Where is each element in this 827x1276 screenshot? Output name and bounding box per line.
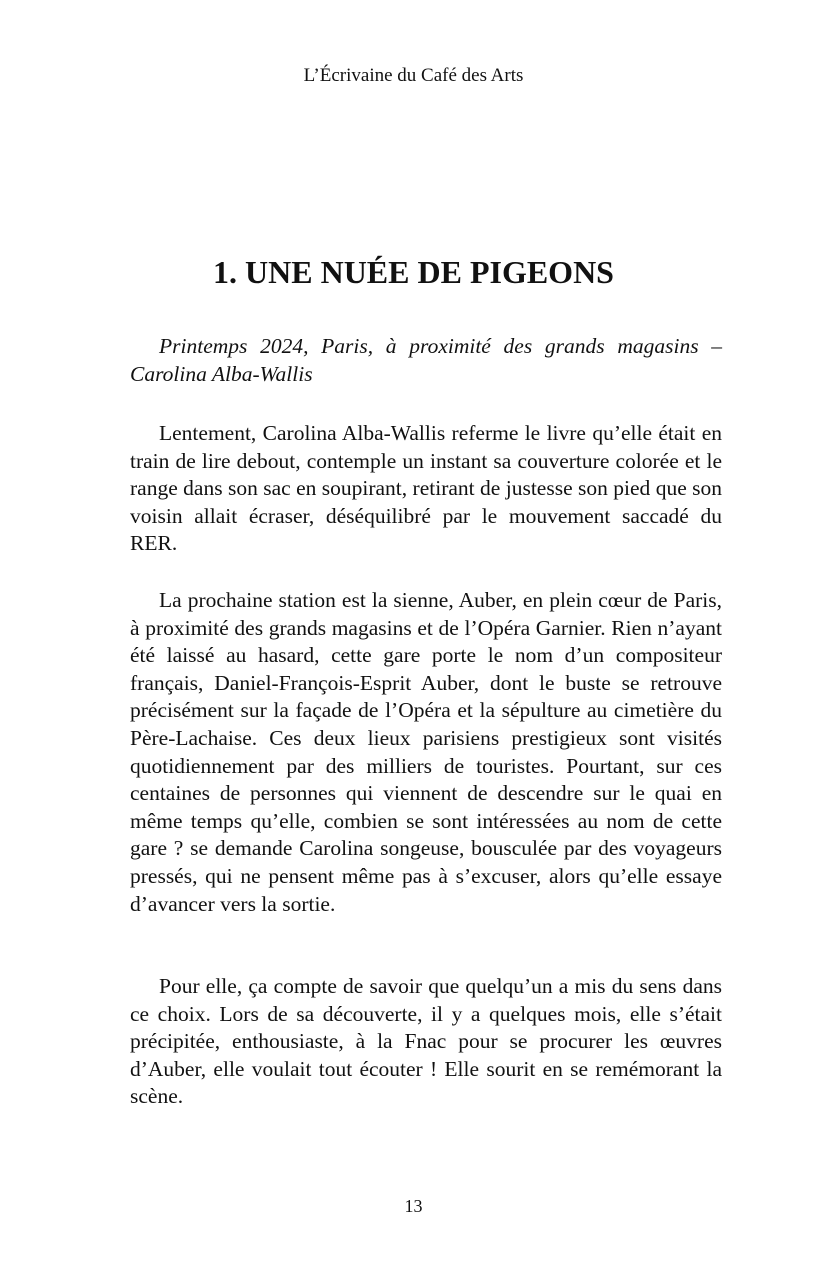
body-paragraph-2: La prochaine station est la sienne, Auber, en plein cœur de Paris, à proximité des grands magasins et de l’Opéra Garnier. Rien n’ayant été laissé au hasard, cette gare porte le nom d’un compositeur français, Daniel-François-Esprit Auber, dont le buste se retrouve précisément sur la façade de l’Opéra et la sépulture au cimetière du Père-Lachaise. Ces deux lieux parisiens prestigieux sont visités quotidiennement par des milliers de touristes. Pourtant, sur ces centaines de personnes qui viennent de descendre sur le quai en même temps qu’elle, combien se sont intéressées au nom de cette gare ? se demande Carolina songeuse, bousculée par des voyageurs pressés, qui ne pensent même pas à s’excuser, alors qu’elle essaye d’avancer vers la sortie.	[130, 588, 722, 916]
chapter-epigraph: Printemps 2024, Paris, à proximité des grands magasins – Carolina Alba-Wallis	[130, 334, 722, 386]
body-paragraph-3: Pour elle, ça compte de savoir que quelqu’un a mis du sens dans ce choix. Lors de sa découverte, il y a quelques mois, elle s’était précipitée, enthousiaste, à la Fnac pour se procurer les œuvres d’Auber, elle voulait tout écouter ! Elle sourit en se remémorant la scène.	[130, 974, 722, 1109]
body-paragraph-1: Lentement, Carolina Alba-Wallis referme le livre qu’elle était en train de lire debout, contemple un instant sa couverture colorée et le range dans son sac en soupirant, retirant de justesse son pied que son voisin allait écraser, déséquilibré par le mouvement saccadé du RER.	[130, 421, 722, 556]
chapter-title: 1. UNE NUÉE DE PIGEONS	[213, 254, 614, 290]
page-number: 13	[404, 1196, 423, 1216]
running-header: L’Écrivaine du Café des Arts	[303, 65, 524, 86]
